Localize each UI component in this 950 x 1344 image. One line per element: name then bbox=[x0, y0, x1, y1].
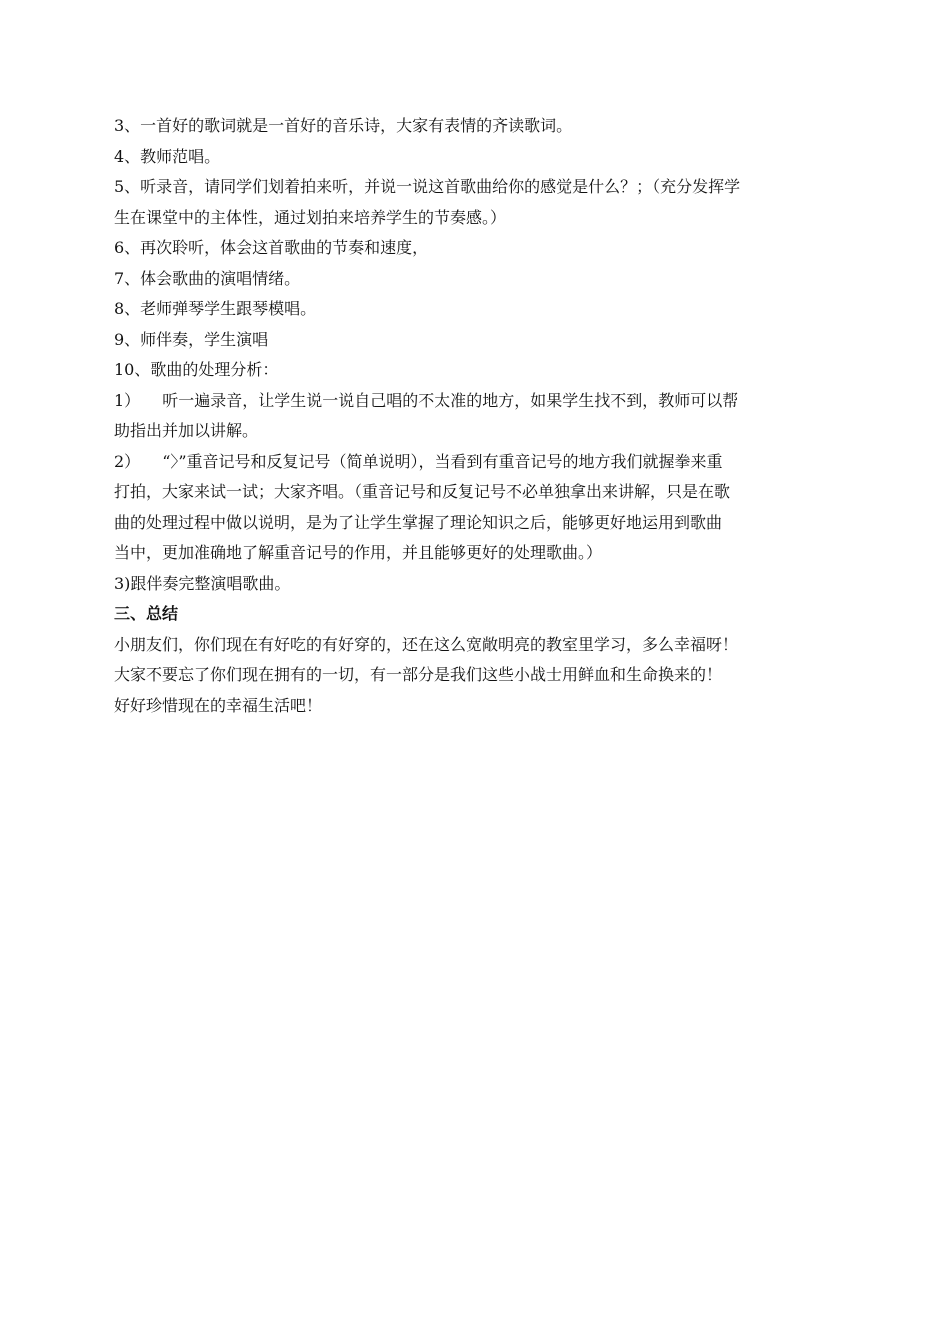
step-7: 7、体会歌曲的演唱情绪。 bbox=[114, 268, 301, 288]
sub-item-2-line-3: 曲的处理过程中做以说明，是为了让学生掌握了理论知识之后，能够更好地运用到歌曲 bbox=[114, 512, 723, 532]
step-9: 9、师伴奏，学生演唱 bbox=[114, 329, 269, 349]
step-4: 4、教师范唱。 bbox=[114, 146, 221, 166]
summary-line-3: 好好珍惜现在的幸福生活吧！ bbox=[114, 695, 323, 715]
step-10: 10、歌曲的处理分析： bbox=[114, 360, 279, 379]
sub-item-2-line-2: 打拍，大家来试一试；大家齐唱。（重音记号和反复记号不必单独拿出来讲解，只是在歌 bbox=[114, 482, 731, 501]
sub-item-1-marker: 1） bbox=[114, 390, 141, 410]
sub-item-2-marker: 2） bbox=[114, 451, 141, 471]
summary-line-2: 大家不要忘了你们现在拥有的一切，有一部分是我们这些小战士用鲜血和生命换来的！ bbox=[114, 665, 723, 684]
sub-item-3: 3)跟伴奏完整演唱歌曲。 bbox=[114, 573, 291, 593]
sub-item-1-line-2: 助指出并加以讲解。 bbox=[114, 421, 259, 440]
document-page bbox=[114, 111, 838, 721]
step-3: 3、一首好的歌词就是一首好的音乐诗，大家有表情的齐读歌词。 bbox=[114, 116, 573, 135]
section-heading-summary: 三、总结 bbox=[114, 604, 179, 623]
sub-item-2-text: “〉”重音记号和反复记号（简单说明），当看到有重音记号的地方我们就握拳来重 bbox=[162, 451, 723, 471]
sub-item-1-line-1 bbox=[114, 386, 838, 417]
sub-item-1-text: 听一遍录音，让学生说一说自己唱的不太准的地方，如果学生找不到，教师可以帮 bbox=[162, 390, 739, 410]
step-6: 6、再次聆听，体会这首歌曲的节奏和速度， bbox=[114, 238, 429, 257]
step-8: 8、老师弹琴学生跟琴模唱。 bbox=[114, 299, 317, 318]
sub-item-2-line-4: 当中，更加准确地了解重音记号的作用，并且能够更好的处理歌曲。） bbox=[114, 543, 603, 562]
summary-line-1: 小朋友们，你们现在有好吃的有好穿的，还在这么宽敞明亮的教室里学习，多么幸福呀！ bbox=[114, 634, 739, 654]
step-5-line-1: 5、听录音，请同学们划着拍来听，并说一说这首歌曲给你的感觉是什么？；（充分发挥学 bbox=[114, 177, 741, 196]
step-5-line-2: 生在课堂中的主体性，通过划拍来培养学生的节奏感。） bbox=[114, 207, 507, 227]
sub-item-2-line-1 bbox=[114, 447, 838, 478]
